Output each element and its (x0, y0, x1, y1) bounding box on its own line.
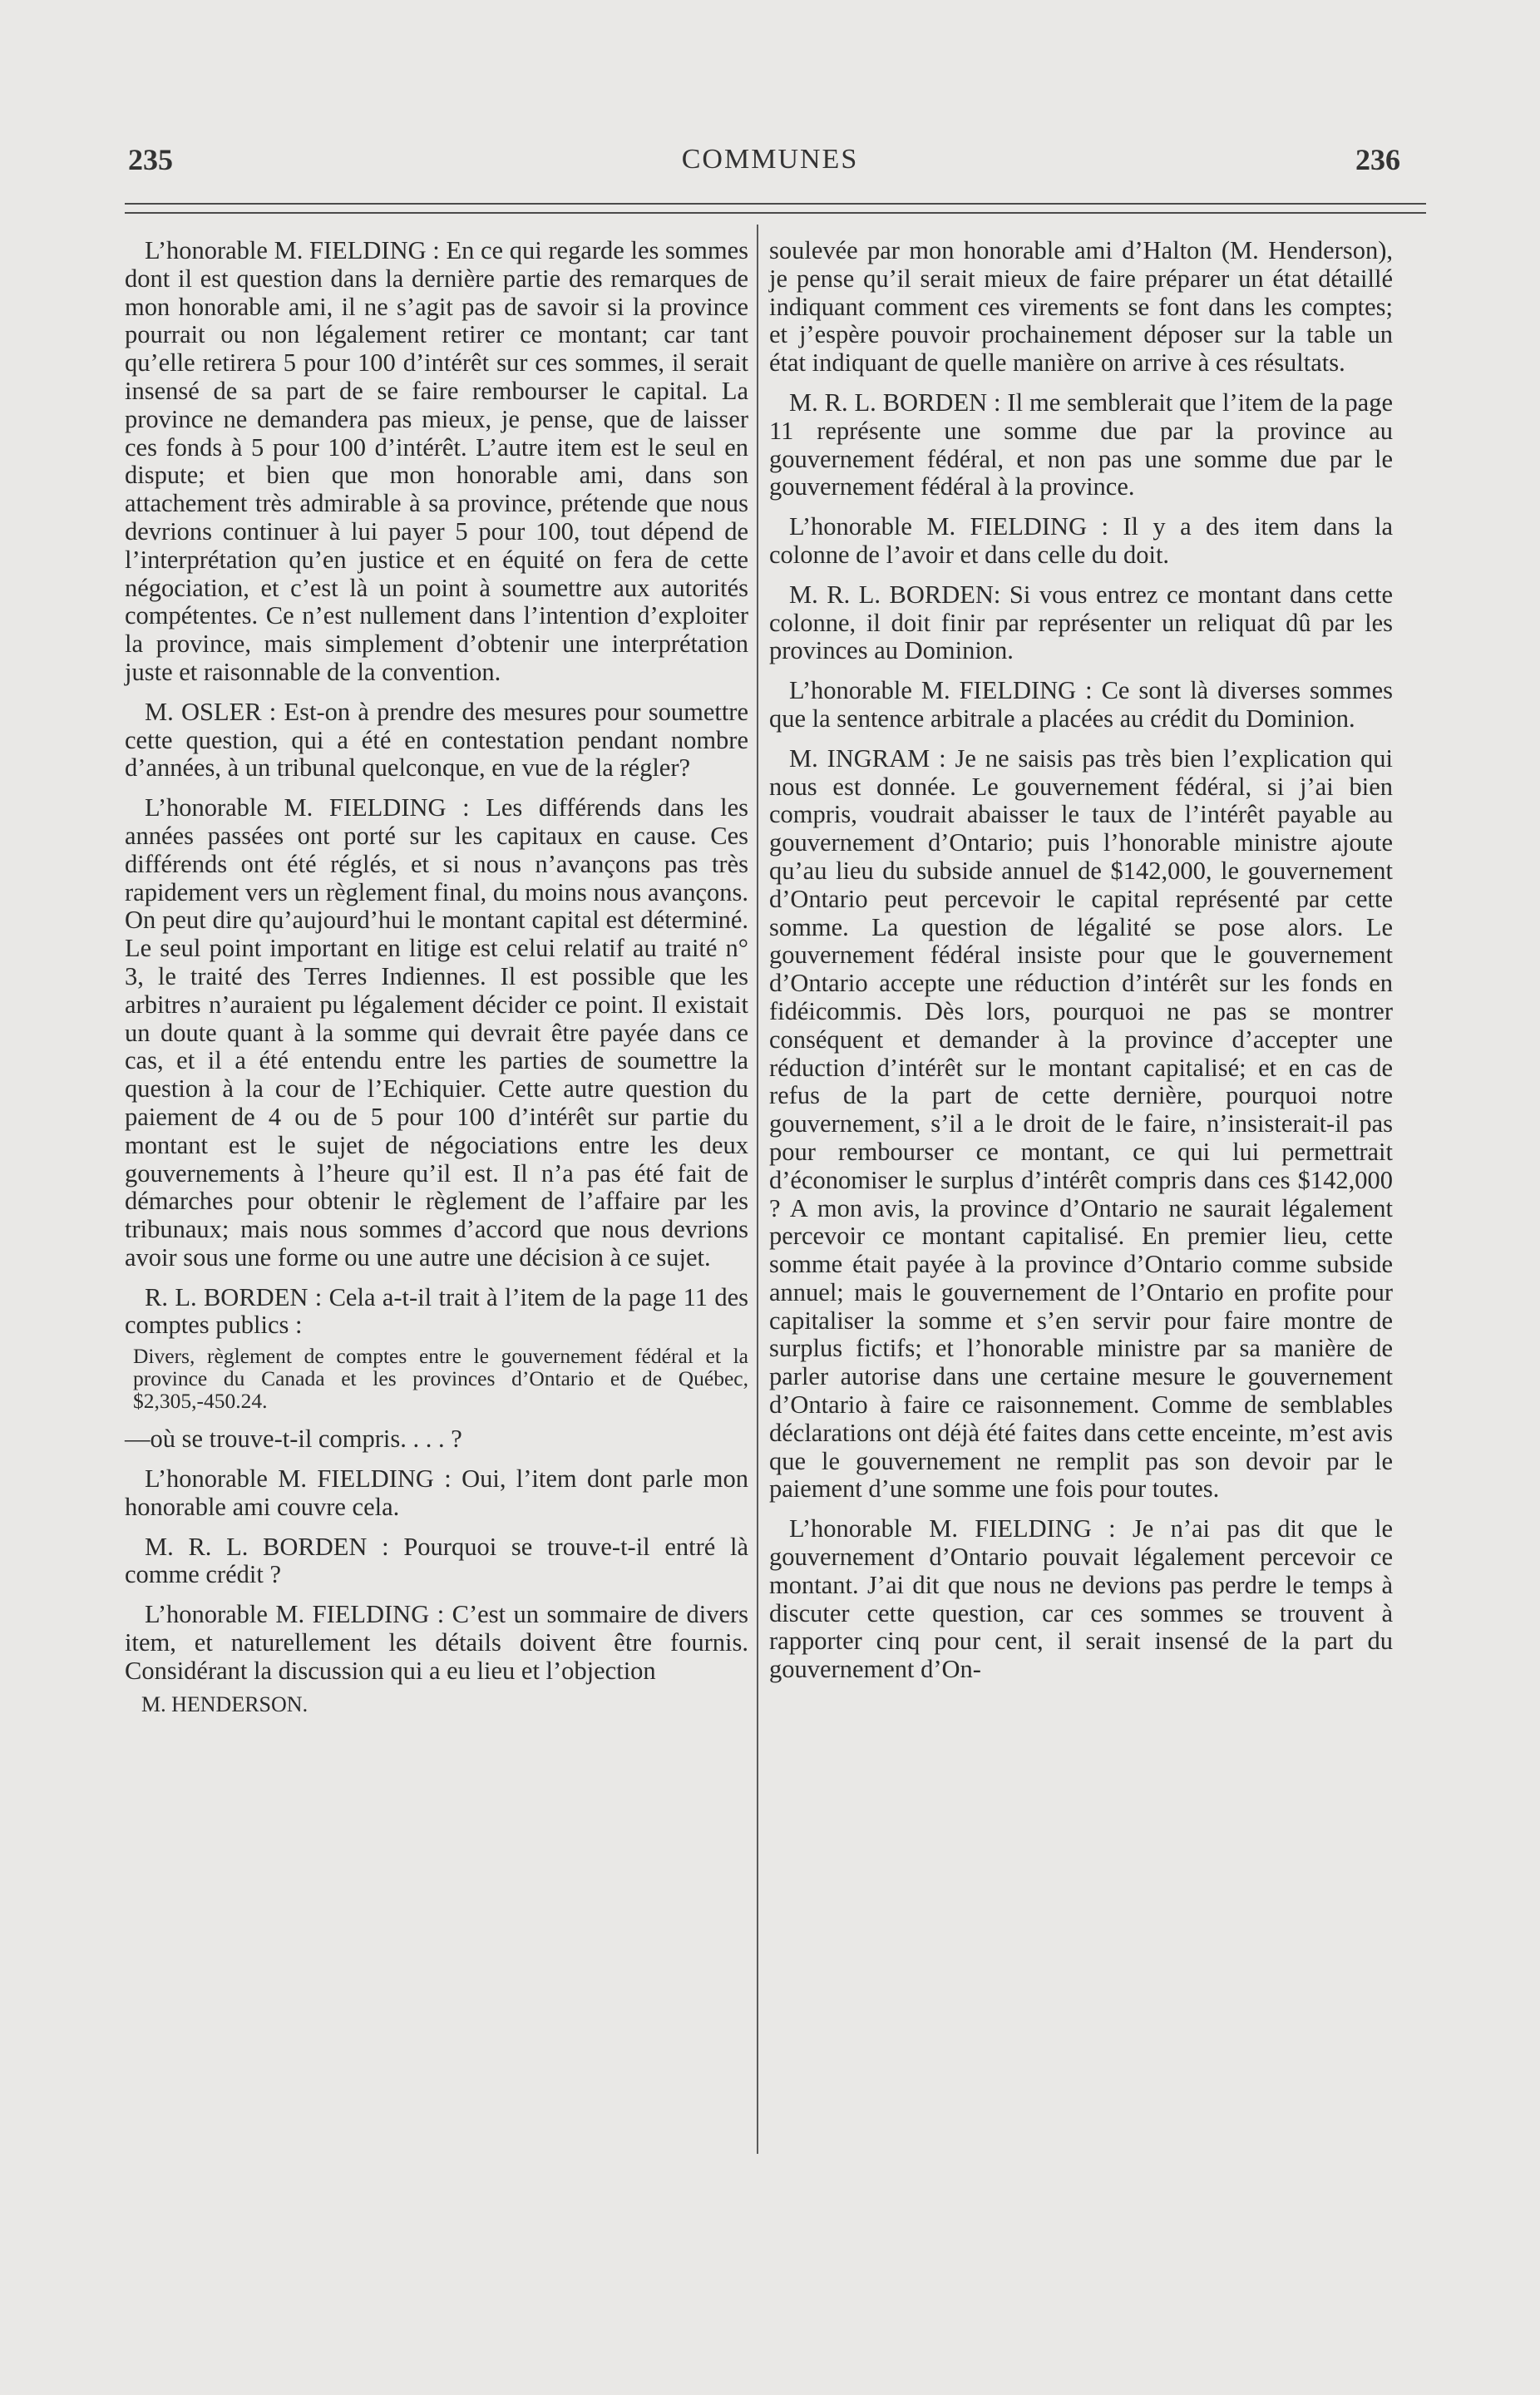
paragraph (125, 1465, 748, 1522)
speech-text: Si vous entrez ce montant dans cette colonne, il doit finir par représenter un reliquat dû par les provinces au Dominion. (769, 580, 1393, 665)
speaker-name: M. R. L. BORDEN : (145, 1532, 389, 1561)
speaker-name: L’honorable M. FIELDING : (145, 1464, 452, 1494)
speaker-name: L’honorable M. FIELDING : (145, 236, 440, 264)
header-rule-top (125, 203, 1426, 205)
speaker-name: L’honorable M. FIELDING : (789, 676, 1093, 705)
speaker-name: M. R. L. BORDEN: (789, 580, 1001, 609)
speaker-name: L’honorable M. FIELDING : (789, 512, 1108, 541)
speech-text: Pourquoi se trouve-t-il entré là comme crédit ? (125, 1532, 749, 1589)
header-rule-bottom (125, 212, 1426, 214)
speech-text: Ce sont là diverses sommes que la sentence arbitrale a placées au crédit du Dominion. (769, 676, 1394, 733)
paragraph (769, 745, 1393, 1504)
column-divider (757, 225, 758, 2154)
speaker-name: M. OSLER : (145, 697, 277, 726)
speaker-name: M. R. L. BORDEN : (789, 388, 1001, 417)
speaker-name: L’honorable M. FIELDING : (145, 793, 470, 822)
quoted-entry: Divers, règlement de comptes entre le gouvernement fédéral et la province du Canada et les provinces d’Ontario et de Québec, $2,305,-450.24. (133, 1344, 748, 1414)
paragraph (769, 389, 1393, 501)
speech-text: Je n’ai pas dit que le gouvernement d’Ontario pouvait légalement percevoir ce montant. J’ai dit que nous ne devions pas perdre le temps à discuter cette question, car ces sommes se trouvent à rapporter cinq pour cent, il serait insensé de la part du gouvernement d’On- (769, 1514, 1393, 1684)
paragraph (769, 581, 1393, 665)
speaker-name: L’honorable M. FIELDING : (789, 1514, 1116, 1543)
paragraph (769, 1515, 1393, 1684)
paragraph (125, 1284, 748, 1341)
speech-text: C’est un sommaire de divers item, et naturellement les détails doivent être fournis. Considérant la discussion qui a eu lieu et l’objection (125, 1600, 749, 1685)
left-column (125, 237, 748, 1730)
speech-text: Oui, l’item dont parle mon honorable ami couvre cela. (125, 1464, 748, 1521)
speech-text: En ce qui regarde les sommes dont il est question dans la dernière partie des remarques de mon honorable ami, il ne s’agit pas de savoir si la province pourrait ou non légalement retirer ce montant; car tant qu’elle retirera 5 pour 100 d’intérêt sur ces sommes, il serait insensé de sa part de se faire rembourser le capital. La province ne demandera pas mieux, je pense, que de laisser ces fonds à 5 pour 100 d’intérêt. L’autre item est le seul en dispute; et bien que mon honorable ami, dans son attachement très admirable à sa province, prétende que nous devrions continuer à lui payer 5 pour 100, tout dépend de l’interprétation qu’en justice et en équité on fera de cette négociation, et c’est là un point à soumettre aux autorités compétentes. Ce n’est nullement dans l’intention d’exploiter la province, mais simplement d’obtenir une interprétation juste et raisonnable de la convention. (125, 236, 748, 686)
speech-text: Est-on à prendre des mesures pour soumettre cette question, qui a été en contestation pendant nombre d’années, à un tribunal quelconque, en vue de la régler? (125, 697, 748, 783)
footer-signature: M. HENDERSON. (141, 1691, 308, 1716)
speech-text: Les différends dans les années passées ont porté sur les capitaux en cause. Ces différends ont été réglés, et si nous n’avançons pas très rapidement vers un règlement final, du moins nous avançons. On peut dire qu’aujourd’hui le montant capital est déterminé. Le seul point important en litige est celui relatif au traité n° 3, le traité des Terres Indiennes. Il est possible que les arbitres n’auraient pu légalement décider ce point. Il existait un doute quant à la somme qui devrait être payée dans ce cas, et il a été entendu entre les parties de soumettre la question à la cour de l’Echiquier. Cette autre question du paiement de 4 ou de 5 pour 100 d’intérêt sur partie du montant est le sujet de négociations entre les deux gouvernements à l’heure qu’il est. Il n’a pas été fait de démarches pour obtenir le règlement de l’affaire par les tribunaux; mais nous sommes d’accord que nous devrions avoir sous une forme ou une autre une décision à ce sujet. (125, 793, 749, 1272)
speaker-name: L’honorable M. FIELDING : (145, 1600, 445, 1629)
right-column (769, 237, 1393, 1696)
speech-text: Je ne saisis pas très bien l’explication qui nous est donnée. Le gouvernement fédéral, si j’ai bien compris, voudrait abaisser le taux de l’intérêt payable au gouvernement d’Ontario; puis l’honorable ministre ajoute qu’au lieu du subside annuel de $142,000, le gouvernement d’Ontario peut percevoir le capital représenté par cette somme. La question de légalité se pose alors. Le gouvernement fédéral insiste pour que le gouvernement d’Ontario accepte une réduction d’intérêt sur les fonds en fidéicommis. Dès lors, pourquoi ne pas se montrer conséquent et demander à la province d’accepter une réduction d’intérêt sur le montant capitalisé; et en cas de refus de la part de cette dernière, pourquoi notre gouvernement, s’il a le droit de le faire, n’insisterait-il pas pour rembourser ce montant, ce qui lui permettrait d’économiser le surplus d’intérêt compris dans ces $142,000 ? A mon avis, la province d’Ontario ne saurait légalement percevoir ce montant capitalisé. En premier lieu, cette somme était payée à la province d’Ontario comme subside annuel; mais le gouvernement de l’Ontario en profite pour capitaliser la somme et s’en servir pour faire montre de surplus fictifs; et l’honorable ministre par sa manière de parler autorise dans une certaine mesure le gouvernement d’Ontario à faire ce raisonnement. Comme de semblables déclarations ont déjà été faites dans cette enceinte, m’est avis que le gouvernement ne remplit pas son devoir par le paiement d’une somme une fois pour toutes. (769, 743, 1394, 1504)
running-title: COMMUNES (681, 144, 859, 175)
speech-text: Il y a des item dans la colonne de l’avoir et dans celle du doit. (769, 512, 1394, 569)
left-page-number: 235 (128, 143, 173, 176)
paragraph: —où se trouve-t-il compris. . . . ? (125, 1425, 462, 1454)
paragraph (125, 699, 748, 783)
paragraph (125, 1533, 748, 1590)
speaker-name: R. L. BORDEN : (145, 1282, 323, 1311)
paragraph (769, 677, 1393, 733)
paragraph (769, 513, 1393, 570)
right-page-number: 236 (1355, 143, 1400, 176)
speaker-name: M. INGRAM : (789, 743, 946, 773)
paragraph (125, 1601, 748, 1685)
paragraph (125, 237, 748, 687)
paragraph: soulevée par mon honorable ami d’Halton (M. Henderson), je pense qu’il serait mieux de faire préparer un état détaillé indiquant comment ces virements se font dans les comptes; et j’espère pouvoir prochainement déposer sur la table un état indiquant de quelle manière on arrive à ces résultats. (769, 236, 1393, 378)
speech-text: Cela a-t-il trait à l’item de la page 11 des comptes publics : (125, 1282, 749, 1340)
paragraph (125, 794, 748, 1272)
speech-text: Il me semblerait que l’item de la page 11 représente une somme due par la province au gouvernement fédéral, et non pas une somme due par le gouvernement fédéral à la province. (769, 388, 1393, 501)
